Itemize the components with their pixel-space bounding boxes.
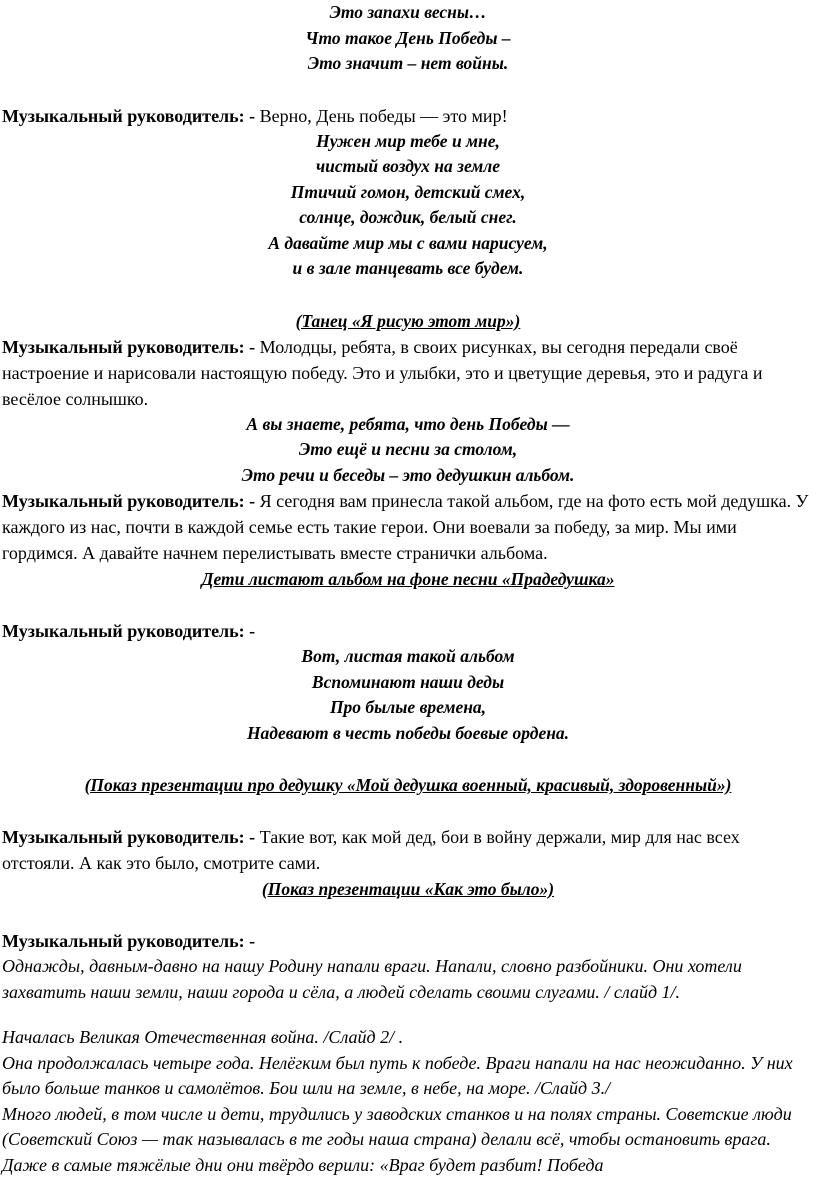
narration-1: Однажды, давным-давно на нашу Родину напали враги. Напали, словно разбойники. Они хотели захватить наши земли, наши города и сёла, а людей сделать своими слугами. / слайд 1/. xyxy=(0,954,816,1005)
paragraph-3 xyxy=(0,488,816,566)
spacer xyxy=(0,746,816,772)
paragraph-2 xyxy=(0,334,816,412)
verse-line: и в зале танцевать все будем. xyxy=(0,256,816,282)
verse-line: А давайте мир мы с вами нарисуем, xyxy=(0,231,816,257)
verse-block-2 xyxy=(0,129,816,282)
verse-line: чистый воздух на земле xyxy=(0,154,816,180)
paragraph-text: Молодцы, ребята, в своих рисунках, вы сегодня передали своё настроение и нарисовали настоящую победу. Это и улыбки, это и цветущие деревья, это и радуга и весёлое солнышко. xyxy=(2,337,763,409)
spacer xyxy=(0,592,816,618)
verse-line: Вспоминают наши деды xyxy=(0,670,816,696)
paragraph-6 xyxy=(0,928,816,954)
paragraph-text: Верно, День победы — это мир! xyxy=(255,106,507,126)
speaker-label: Музыкальный руководитель: - xyxy=(2,106,255,126)
verse-block-1 xyxy=(0,0,816,77)
paragraph-text: Такие вот, как мой дед, бои в войну держали, мир для нас всех отстояли. А как это было, смотрите сами. xyxy=(2,827,740,873)
speaker-label: Музыкальный руководитель: - xyxy=(2,931,255,951)
paragraph-text: Я сегодня вам принесла такой альбом, где на фото есть мой дедушка. У каждого из нас, почти в каждой семье есть такие герои. Они воевали за победу, за мир. Мы ими гордимся. А давайте начнем перелистывать вместе странички альбома. xyxy=(2,491,808,563)
verse-line: Нужен мир тебе и мне, xyxy=(0,129,816,155)
verse-line: Это ещё и песни за столом, xyxy=(0,437,816,463)
verse-line: Надевают в честь победы боевые ордена. xyxy=(0,721,816,747)
narration-4: Много людей, в том числе и дети, трудились у заводских станков и на полях страны. Советские люди (Советский Союз — так называлась в те годы наша страна) делали всё, чтобы остановить врага. Даже в самые тяжёлые дни они твёрдо верили: «Враг будет разбит! Победа xyxy=(0,1102,816,1178)
narration-2: Началась Великая Отечественная война. /Слайд 2/ . xyxy=(0,1025,816,1051)
stage-direction-2: Дети листают альбом на фоне песни «Прадедушка» xyxy=(0,566,816,592)
spacer xyxy=(0,1005,816,1025)
verse-block-4 xyxy=(0,644,816,746)
stage-direction-4: (Показ презентации «Как это было») xyxy=(0,876,816,902)
verse-line: Вот, листая такой альбом xyxy=(0,644,816,670)
speaker-label: Музыкальный руководитель: - xyxy=(2,337,255,357)
speaker-label: Музыкальный руководитель: - xyxy=(2,827,255,847)
speaker-label: Музыкальный руководитель: - xyxy=(2,491,255,511)
verse-line: Птичий гомон, детский смех, xyxy=(0,180,816,206)
verse-line: солнце, дождик, белый снег. xyxy=(0,205,816,231)
spacer xyxy=(0,282,816,308)
verse-line: Что такое День Победы – xyxy=(0,26,816,52)
paragraph-4 xyxy=(0,618,816,644)
verse-line: Это запахи весны… xyxy=(0,0,816,26)
verse-block-3 xyxy=(0,412,816,489)
verse-line: Про былые времена, xyxy=(0,695,816,721)
speaker-label: Музыкальный руководитель: - xyxy=(2,621,255,641)
spacer xyxy=(0,798,816,824)
narration-3: Она продолжалась четыре года. Нелёгким был путь к победе. Враги напали на нас неожиданно. У них было больше танков и самолётов. Бои шли на земле, в небе, на море. /Слайд 3./ xyxy=(0,1051,816,1102)
verse-line: А вы знаете, ребята, что день Победы — xyxy=(0,412,816,438)
spacer xyxy=(0,902,816,928)
verse-line: Это значит – нет войны. xyxy=(0,51,816,77)
paragraph-1 xyxy=(0,103,816,129)
verse-line: Это речи и беседы – это дедушкин альбом. xyxy=(0,463,816,489)
stage-direction-3: (Показ презентации про дедушку «Мой дедушка военный, красивый, здоровенный») xyxy=(0,772,816,798)
stage-direction-1: (Танец «Я рисую этот мир») xyxy=(0,308,816,334)
spacer xyxy=(0,77,816,103)
paragraph-5 xyxy=(0,824,816,876)
